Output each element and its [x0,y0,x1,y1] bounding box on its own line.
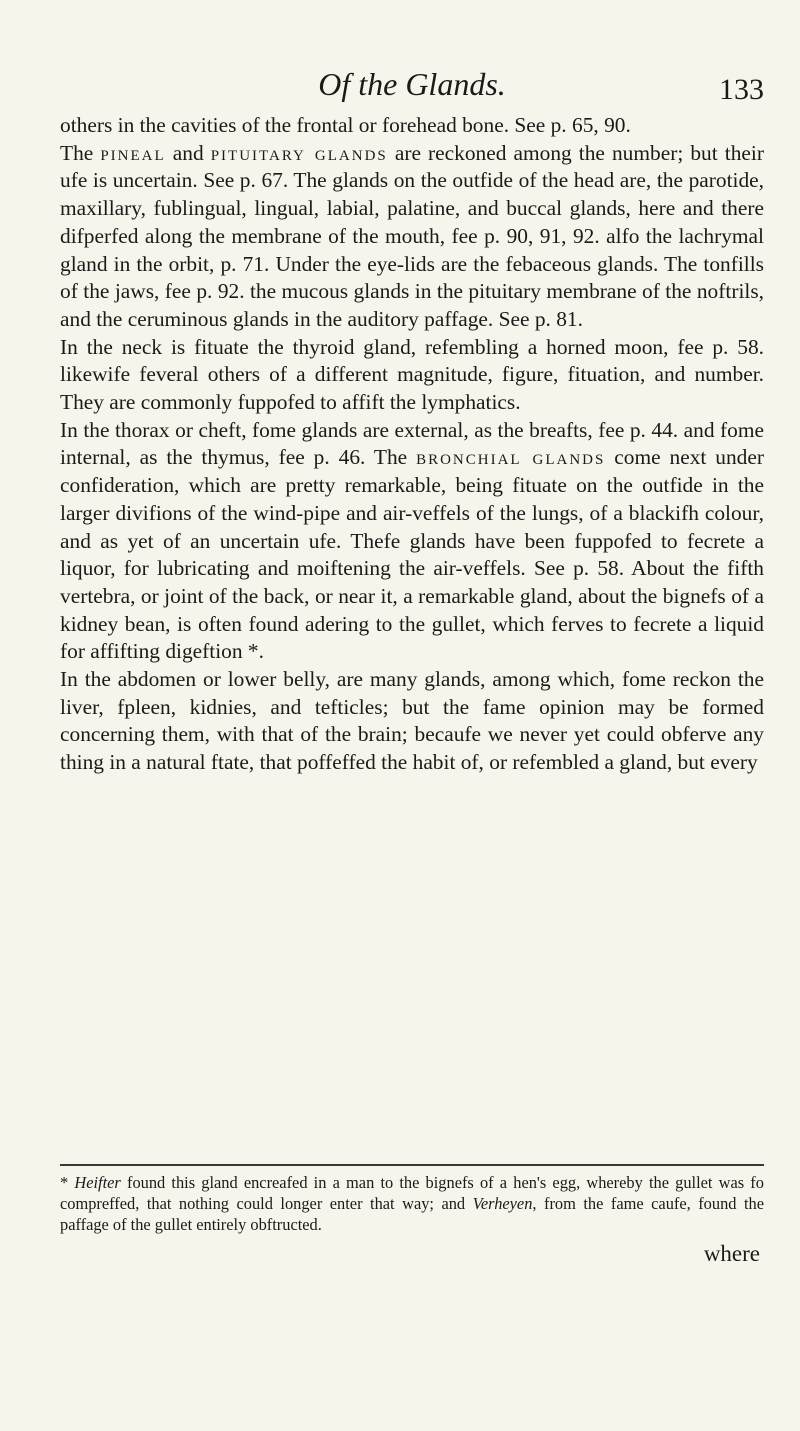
footnote-name-verheyen: Verheyen [472,1194,533,1213]
running-title: Of the Glands. [318,66,506,102]
paragraph-head-glands [60,140,764,334]
footnote-marker: * [60,1173,69,1192]
bronchial-glands-term: bronchial glands [416,445,606,470]
footnote-name-heister: Heifter [74,1173,121,1192]
footnote [60,1172,764,1235]
footnote-text-1: found this gland encreafed in a man to the bignefs of a hen's egg, whereby the gullet was fo compreffed, that nothing could longer enter that way; and [60,1173,764,1213]
paragraph-frontal-bone: others in the cavities of the frontal or forehead bone. See p. 65, 90. [60,113,631,137]
p2-rest: are reckoned among the number; but their ufe is uncertain. See p. 67. The glands on the outfide of the head are, the parotide, maxillary, fublingual, lingual, labial, palatine, and buccal glands, here and there difperfed along the membrane of the mouth, fee p. 90, 91, 92. alfo the lachrymal gland in the orbit, p. 71. Under the eye-lids are the febaceous glands. The tonfills of the jaws, fee p. 92. the mucous glands in the pituitary membrane of the noftrils, and the ceruminous glands in the auditory paffage. See p. 81. [60,140,764,331]
page-number: 133 [719,73,764,106]
pituitary-glands-term: pituitary glands [210,140,388,165]
paragraph-abdomen-glands: In the abdomen or lower belly, are many glands, among which, fome reckon the liver, fpleen, kidnies, and tefticles; but the fame opinion may be formed concerning them, with that of the brain; becaufe we never yet could obferve any thing in a natural ftate, that poffeffed the habit of, or refembled a gland, but every [60,667,764,775]
footnote-divider [60,1164,764,1166]
p4-lead: In the thorax or cheft, fome glands are external, as the breafts, fee p. 44. and fome internal, as the thymus, fee p. 46. The [60,417,764,470]
catchword: where [703,1241,760,1266]
p2-mid: and [172,140,204,165]
pineal-term: pineal [100,140,166,165]
paragraph-thorax-glands [60,417,764,666]
running-head [60,64,764,108]
p2-lead: The [60,140,94,165]
footnote-text-2: , from the fame caufe, found the paffage of the gullet entirely obftructed. [60,1194,764,1234]
body-text [60,112,764,777]
p4-rest: come next under confideration, which are pretty remarkable, being fituate on the outfide in the larger divifions of the wind-pipe and air-veffels of the lungs, of a blackifh colour, and as yet of an uncertain ufe. Thefe glands have been fuppofed to fecrete a liquor, for lubricating and moiftening the air-veffels. See p. 58. About the fifth vertebra, or joint of the back, or near it, a remarkable gland, about the bignefs of a kidney bean, is often found adering to the gullet, which ferves to fecrete a liquid for affifting digeftion *. [60,445,764,664]
paragraph-neck-glands: In the neck is fituate the thyroid gland, refembling a horned moon, fee p. 58. likewife feveral others of a different magnitude, figure, fituation, and number. They are commonly fuppofed to affift the lymphatics. [60,334,764,415]
